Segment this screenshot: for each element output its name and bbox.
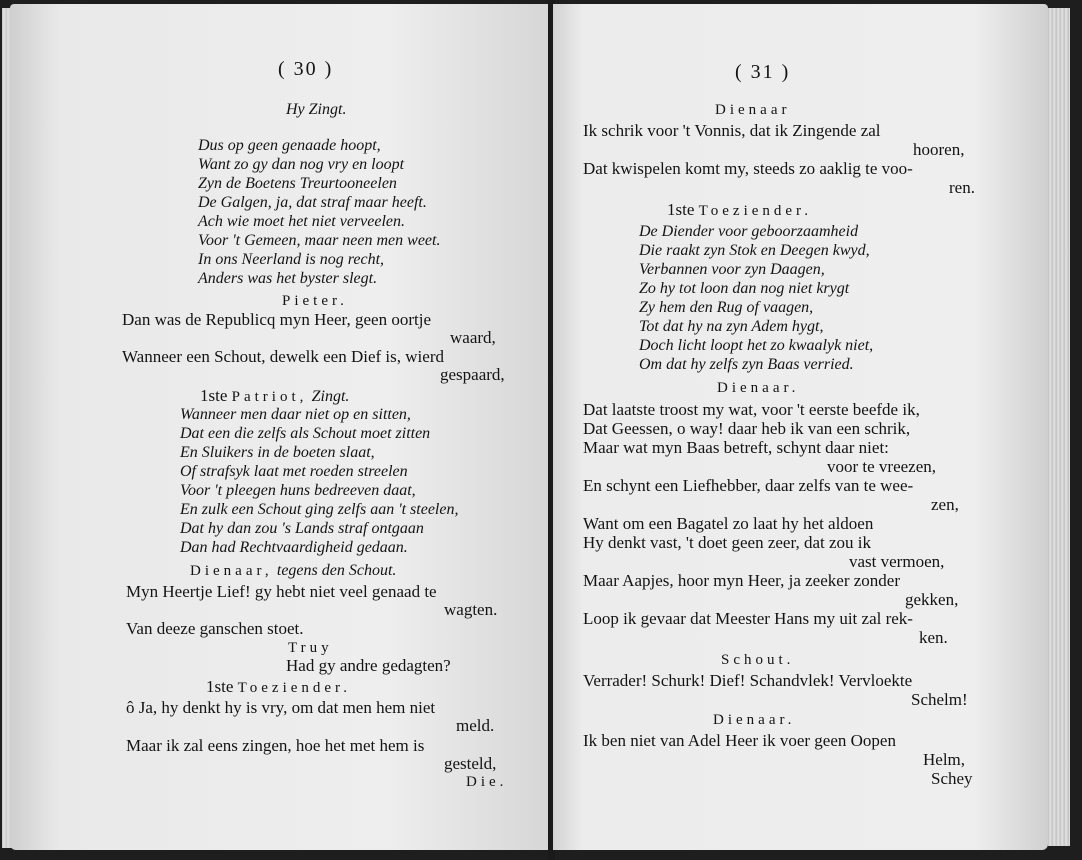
verse-line: Zo hy tot loon dan nog niet krygt <box>639 280 850 297</box>
verse-line: Dat hy dan zou 's Lands straf ontgaan <box>180 520 424 537</box>
speaker-role: Toeziender. <box>237 680 351 696</box>
verse-line: De Diender voor geboorzaamheid <box>639 223 859 240</box>
dialogue-line: Loop ik gevaar dat Meester Hans my uit zal rek- <box>583 609 913 628</box>
speaker-name <box>200 386 349 407</box>
dialogue-line: Want om een Bagatel zo laat hy het aldoen <box>583 514 874 533</box>
dialogue-line: ô Ja, hy denkt hy is vry, om dat men hem niet <box>126 698 436 717</box>
dialogue-line: meld. <box>456 716 495 735</box>
dialogue-line: waard, <box>450 328 496 347</box>
speaker-name <box>206 677 351 698</box>
speaker-name: Pieter. <box>282 293 348 309</box>
dialogue-line: Ik ben niet van Adel Heer ik voer geen Oopen <box>583 731 896 750</box>
dialogue-line: Dan was de Republicq myn Heer, geen oortje <box>122 310 431 329</box>
catchword: Schey <box>931 769 973 788</box>
speaker-name: Truy <box>288 640 333 656</box>
dialogue-line: Dat Geessen, o way! daar heb ik van een schrik, <box>583 419 911 438</box>
page-number: ( 30 ) <box>278 58 334 80</box>
dialogue-line: ken. <box>919 628 948 647</box>
catchword: Die. <box>466 774 508 790</box>
dialogue-line: Ik schrik voor 't Vonnis, dat ik Zingende zal <box>583 121 881 140</box>
stage-direction: tegens den Schout. <box>276 562 397 579</box>
dialogue-line: Van deeze ganschen stoet. <box>126 619 304 638</box>
speaker-role: Dienaar, <box>190 563 273 579</box>
dialogue-line: Hy denkt vast, 't doet geen zeer, dat zou ik <box>583 533 871 552</box>
verse-line: Die raakt zyn Stok en Deegen kwyd, <box>639 242 870 259</box>
dialogue-line: wagten. <box>444 600 498 619</box>
verse-line: Doch licht loopt het zo kwaalyk niet, <box>639 337 874 354</box>
right-page <box>553 4 1048 850</box>
dialogue-line: Helm, <box>923 750 966 769</box>
verse-line: Want zo gy dan nog vry en loopt <box>198 156 405 173</box>
verse-line: Dus op geen genaade hoopt, <box>198 137 381 154</box>
page-edges-right <box>1048 8 1070 846</box>
dialogue-line: Wanneer een Schout, dewelk een Dief is, wierd <box>122 347 444 366</box>
verse-line: En zulk een Schout ging zelfs aan 't steelen, <box>180 501 459 518</box>
stage-direction: Zingt. <box>311 388 350 405</box>
dialogue-line: zen, <box>931 495 959 514</box>
verse-line: Voor 't pleegen huns bedreeven daat, <box>180 482 416 499</box>
verse-line: Anders was het byster slegt. <box>198 270 378 287</box>
dialogue-line: Maar Aapjes, hoor myn Heer, ja zeeker zonder <box>583 571 900 590</box>
dialogue-line: Had gy andre gedagten? <box>286 656 451 675</box>
verse-line: Tot dat hy na zyn Adem hygt, <box>639 318 824 335</box>
verse-line: De Galgen, ja, dat straf maar heeft. <box>198 194 427 211</box>
speaker-name: Dienaar. <box>717 380 800 396</box>
dialogue-line: gespaard, <box>440 365 505 384</box>
verse-line: Of strafsyk laat met roeden streelen <box>180 463 408 480</box>
speaker-name: Dienaar <box>715 102 791 118</box>
dialogue-line: Verrader! Schurk! Dief! Schandvlek! Vervloekte <box>583 671 913 690</box>
verse-line: Voor 't Gemeen, maar neen men weet. <box>198 232 441 249</box>
dialogue-line: Dat laatste troost my wat, voor 't eerste beefde ik, <box>583 400 920 419</box>
speaker-role: Patriot, <box>231 389 308 405</box>
speaker-ordinal: 1ste <box>667 200 695 219</box>
speaker-name: Schout. <box>721 652 795 668</box>
speaker-name: Dienaar. <box>713 712 796 728</box>
dialogue-line: Maar wat myn Baas betreft, schynt daar niet: <box>583 438 889 457</box>
dialogue-line: En schynt een Liefhebber, daar zelfs van te wee- <box>583 476 914 495</box>
verse-line: Ach wie moet het niet verveelen. <box>198 213 406 230</box>
dialogue-line: Maar ik zal eens zingen, hoe het met hem is <box>126 736 425 755</box>
verse-line: Om dat hy zelfs zyn Baas verried. <box>639 356 854 373</box>
dialogue-line: gesteld, <box>444 754 497 773</box>
dialogue-line: gekken, <box>905 590 959 609</box>
verse-line: Zy hem den Rug of vaagen, <box>639 299 814 316</box>
speaker-name <box>667 200 812 221</box>
dialogue-line: Myn Heertje Lief! gy hebt niet veel genaad te <box>126 582 437 601</box>
dialogue-line: Dat kwispelen komt my, steeds zo aaklig te voo- <box>583 159 913 178</box>
dialogue-line: ren. <box>949 178 975 197</box>
speaker-role: Toeziender. <box>698 203 812 219</box>
verse-line: Wanneer men daar niet op en sitten, <box>180 406 411 423</box>
verse-line: In ons Neerland is nog recht, <box>198 251 385 268</box>
page-number: ( 31 ) <box>735 61 791 83</box>
verse-line: En Sluikers in de boeten slaat, <box>180 444 375 461</box>
verse-line: Dat een die zelfs als Schout moet zitten <box>180 425 431 442</box>
verse-line: Verbannen voor zyn Daagen, <box>639 261 825 278</box>
verse-line: Dan had Rechtvaardigheid gedaan. <box>180 539 408 556</box>
heading: Hy Zingt. <box>286 101 347 118</box>
speaker-ordinal: 1ste <box>206 677 234 696</box>
verse-line: Zyn de Boetens Treurtooneelen <box>198 175 397 192</box>
dialogue-line: hooren, <box>913 140 965 159</box>
dialogue-line: voor te vreezen, <box>827 457 937 476</box>
left-page <box>10 4 550 850</box>
dialogue-line: vast vermoen, <box>849 552 945 571</box>
dialogue-line: Schelm! <box>911 690 968 709</box>
speaker-ordinal: 1ste <box>200 386 228 405</box>
speaker-name <box>190 560 396 581</box>
